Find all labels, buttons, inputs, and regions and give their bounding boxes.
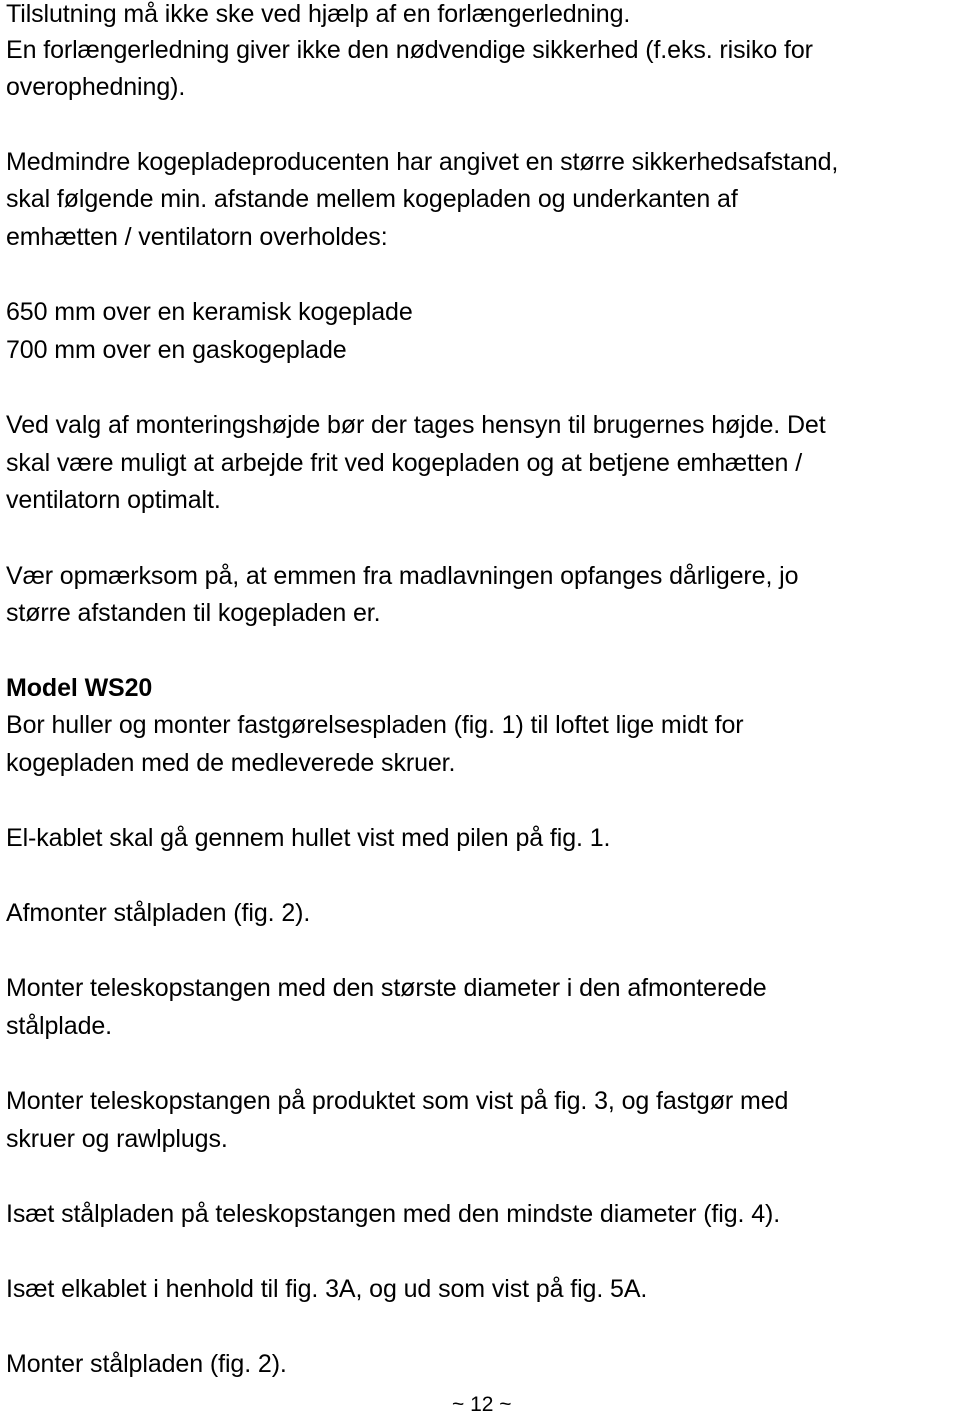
text-line: Ved valg af monteringshøjde bør der tages hensyn til brugernes højde. Det [6, 411, 826, 439]
text-line: skal være muligt at arbejde frit ved kogepladen og at betjene emhætten / [6, 449, 803, 477]
text-line: ventilatorn optimalt. [6, 486, 221, 514]
text-line: kogepladen med de medleverede skruer. [6, 749, 456, 777]
document-page [6, 0, 954, 1416]
text-line: Medmindre kogepladeproducenten har angivet en større sikkerhedsafstand, [6, 148, 839, 176]
section-heading: Model WS20 [6, 674, 153, 702]
text-line: En forlængerledning giver ikke den nødvendige sikkerhed (f.eks. risiko for [6, 36, 813, 64]
page-number: ~ 12 ~ [452, 1393, 512, 1416]
text-line: 650 mm over en keramisk kogeplade [6, 298, 413, 326]
text-line: skruer og rawlplugs. [6, 1125, 228, 1153]
text-line: Vær opmærksom på, at emmen fra madlavningen opfanges dårligere, jo [6, 562, 799, 590]
text-line: emhætten / ventilatorn overholdes: [6, 223, 388, 251]
text-line: Isæt elkablet i henhold til fig. 3A, og ud som vist på fig. 5A. [6, 1275, 648, 1303]
text-line: overophedning). [6, 73, 186, 101]
text-line: 700 mm over en gaskogeplade [6, 336, 347, 364]
text-line: Monter teleskopstangen på produktet som vist på fig. 3, og fastgør med [6, 1087, 789, 1115]
text-line: Afmonter stålpladen (fig. 2). [6, 899, 311, 927]
text-line: Monter stålpladen (fig. 2). [6, 1350, 287, 1378]
text-line: skal følgende min. afstande mellem kogepladen og underkanten af [6, 185, 738, 213]
text-line: Monter teleskopstangen med den største diameter i den afmonterede [6, 974, 767, 1002]
text-line: større afstanden til kogepladen er. [6, 599, 381, 627]
text-line: Tilslutning må ikke ske ved hjælp af en forlængerledning. [6, 0, 631, 28]
text-line: Isæt stålpladen på teleskopstangen med den mindste diameter (fig. 4). [6, 1200, 781, 1228]
text-line: stålplade. [6, 1012, 113, 1040]
text-line: El-kablet skal gå gennem hullet vist med pilen på fig. 1. [6, 824, 611, 852]
text-line: Bor huller og monter fastgørelsespladen (fig. 1) til loftet lige midt for [6, 711, 744, 739]
